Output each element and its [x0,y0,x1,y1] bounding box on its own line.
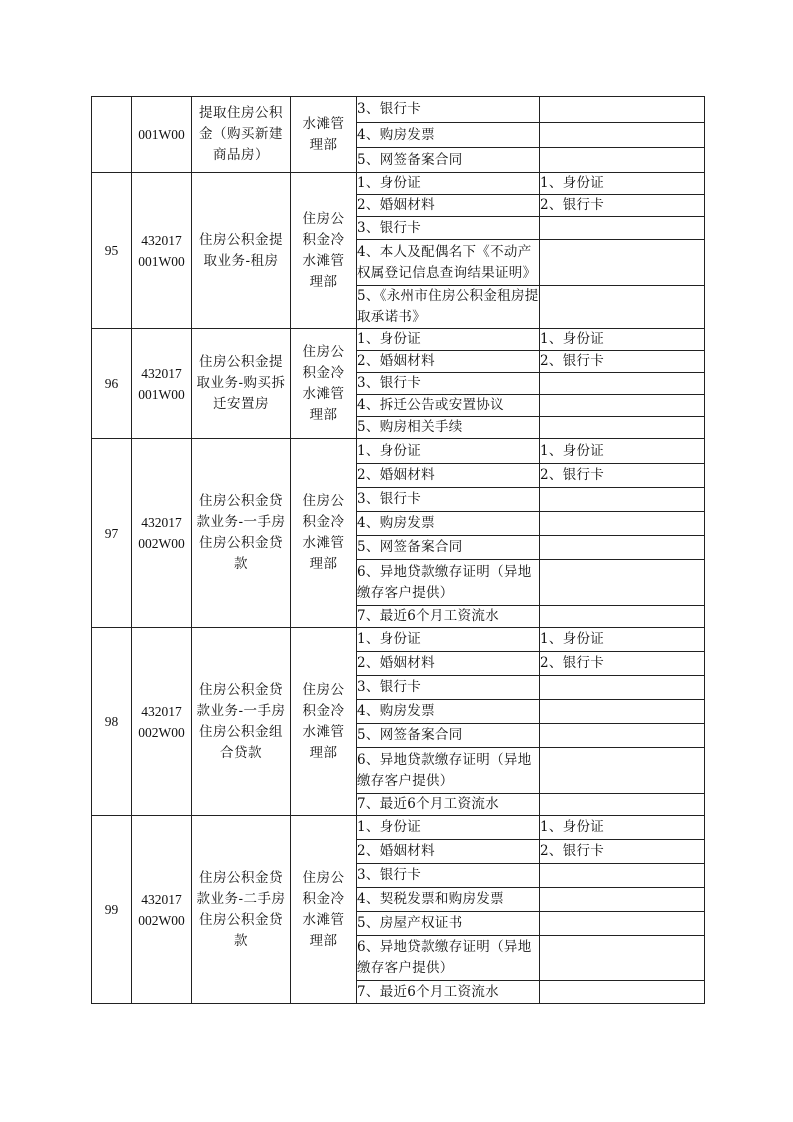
material-cell: 2、婚姻材料 [357,652,540,676]
material-cell: 2、婚姻材料 [357,840,540,864]
item-name-text: 住房公积金贷款业务-一手房住房公积金组合贷款 [196,681,286,761]
requirement-cell [540,748,705,794]
material-cell: 3、银行卡 [357,676,540,700]
item-code-line: 002W00 [138,724,185,740]
material-cell: 1、身份证 [357,329,540,351]
department-text: 住房公积金冷水滩管理部 [302,343,345,423]
requirement-cell: 1、身份证 [540,628,705,652]
item-code-cell [132,816,192,1004]
material-cell: 1、身份证 [357,816,540,840]
requirement-cell [540,676,705,700]
item-name-cell [192,816,291,1004]
material-cell: 2、婚姻材料 [357,351,540,373]
requirement-cell [540,606,705,628]
item-name-text: 住房公积金贷款业务-一手房住房公积金贷款 [196,493,286,572]
item-code-line: 432017 [141,232,182,248]
material-cell: 1、身份证 [357,439,540,464]
item-name-cell [192,173,291,329]
department-text: 住房公积金冷水滩管理部 [302,869,345,949]
requirement-cell [540,888,705,912]
material-cell: 6、异地贷款缴存证明（异地缴存客户提供） [357,936,540,981]
requirement-cell [540,794,705,816]
department-cell [291,173,357,329]
department-cell [291,816,357,1004]
material-cell: 5、网签备案合同 [357,724,540,748]
material-cell: 6、异地贷款缴存证明（异地缴存客户提供） [357,748,540,794]
material-cell: 4、拆迁公告或安置协议 [357,395,540,417]
requirement-cell: 1、身份证 [540,173,705,195]
material-cell: 3、银行卡 [357,97,540,123]
material-cell: 4、购房发票 [357,123,540,148]
material-cell: 5、网签备案合同 [357,148,540,173]
requirement-cell [540,700,705,724]
requirement-cell [540,123,705,148]
department-cell [291,97,357,173]
serial-number-cell: 97 [92,439,132,628]
department-text: 住房公积金冷水滩管理部 [302,493,345,572]
item-name-cell [192,628,291,816]
requirement-cell [540,560,705,606]
material-cell: 3、银行卡 [357,864,540,888]
item-name-cell [192,97,291,173]
table-row [92,97,705,123]
material-cell: 5、房屋产权证书 [357,912,540,936]
requirement-cell [540,97,705,123]
requirement-cell: 2、银行卡 [540,351,705,373]
material-cell: 5、购房相关手续 [357,417,540,439]
item-code-cell [132,173,192,329]
item-name-text: 住房公积金提取业务-租房 [199,231,283,269]
item-code-cell [132,97,192,173]
department-text: 水滩管理部 [302,115,345,153]
requirement-cell [540,512,705,536]
serial-number-cell [92,97,132,173]
requirement-cell [540,148,705,173]
item-code-line: 432017 [141,891,182,907]
item-code-line: 001W00 [138,253,185,269]
requirement-cell [540,395,705,417]
material-cell: 3、银行卡 [357,217,540,240]
requirement-cell [540,864,705,888]
requirement-cell: 1、身份证 [540,439,705,464]
material-cell: 1、身份证 [357,628,540,652]
material-cell: 2、婚姻材料 [357,195,540,217]
table-body [92,97,705,1004]
table-row [92,173,705,195]
item-code-line: 432017 [141,703,182,719]
material-cell: 5、《永州市住房公积金租房提取承诺书》 [357,286,540,329]
department-cell [291,439,357,628]
material-cell: 7、最近6个月工资流水 [357,981,540,1004]
requirement-cell [540,981,705,1004]
item-name-text: 住房公积金提取业务-购买拆迁安置房 [196,354,286,412]
service-materials-table [91,96,705,1004]
material-cell: 3、银行卡 [357,373,540,395]
department-cell [291,628,357,816]
requirement-cell [540,373,705,395]
requirement-cell: 2、银行卡 [540,840,705,864]
item-code-line: 432017 [141,365,182,381]
department-text: 住房公积金冷水滩管理部 [302,210,345,290]
requirement-cell: 2、银行卡 [540,195,705,217]
material-cell: 4、购房发票 [357,700,540,724]
material-cell: 5、网签备案合同 [357,536,540,560]
department-text: 住房公积金冷水滩管理部 [302,681,345,761]
serial-number-cell: 98 [92,628,132,816]
requirement-cell [540,417,705,439]
requirement-cell: 1、身份证 [540,816,705,840]
requirement-cell: 1、身份证 [540,329,705,351]
requirement-cell: 2、银行卡 [540,652,705,676]
material-cell: 4、契税发票和购房发票 [357,888,540,912]
serial-number-cell: 96 [92,329,132,439]
requirement-cell [540,488,705,512]
material-cell: 7、最近6个月工资流水 [357,606,540,628]
material-cell: 7、最近6个月工资流水 [357,794,540,816]
item-code-cell [132,329,192,439]
item-code-line: 002W00 [138,912,185,928]
item-name-cell [192,439,291,628]
material-cell: 4、本人及配偶名下《不动产权属登记信息查询结果证明》 [357,240,540,286]
serial-number-cell: 99 [92,816,132,1004]
item-name-cell [192,329,291,439]
item-code-line: 002W00 [138,536,185,551]
item-code-cell [132,628,192,816]
serial-number-cell: 95 [92,173,132,329]
table-row [92,439,705,464]
department-cell [291,329,357,439]
material-cell: 2、婚姻材料 [357,464,540,488]
item-code-line: 001W00 [138,386,185,402]
requirement-cell [540,724,705,748]
item-code-cell [132,439,192,628]
item-code-line: 432017 [141,515,182,530]
requirement-cell [540,912,705,936]
requirement-cell [540,286,705,329]
material-cell: 1、身份证 [357,173,540,195]
requirement-cell [540,217,705,240]
material-cell: 4、购房发票 [357,512,540,536]
table-row [92,816,705,840]
material-cell: 6、异地贷款缴存证明（异地缴存客户提供） [357,560,540,606]
table-row [92,329,705,351]
item-code-line: 001W00 [138,127,185,142]
item-name-text: 提取住房公积金（购买新建商品房） [199,105,283,163]
requirement-cell [540,936,705,981]
requirement-cell [540,240,705,286]
item-name-text: 住房公积金贷款业务-二手房住房公积金贷款 [196,869,286,949]
requirement-cell: 2、银行卡 [540,464,705,488]
material-cell: 3、银行卡 [357,488,540,512]
requirement-cell [540,536,705,560]
table-row [92,628,705,652]
